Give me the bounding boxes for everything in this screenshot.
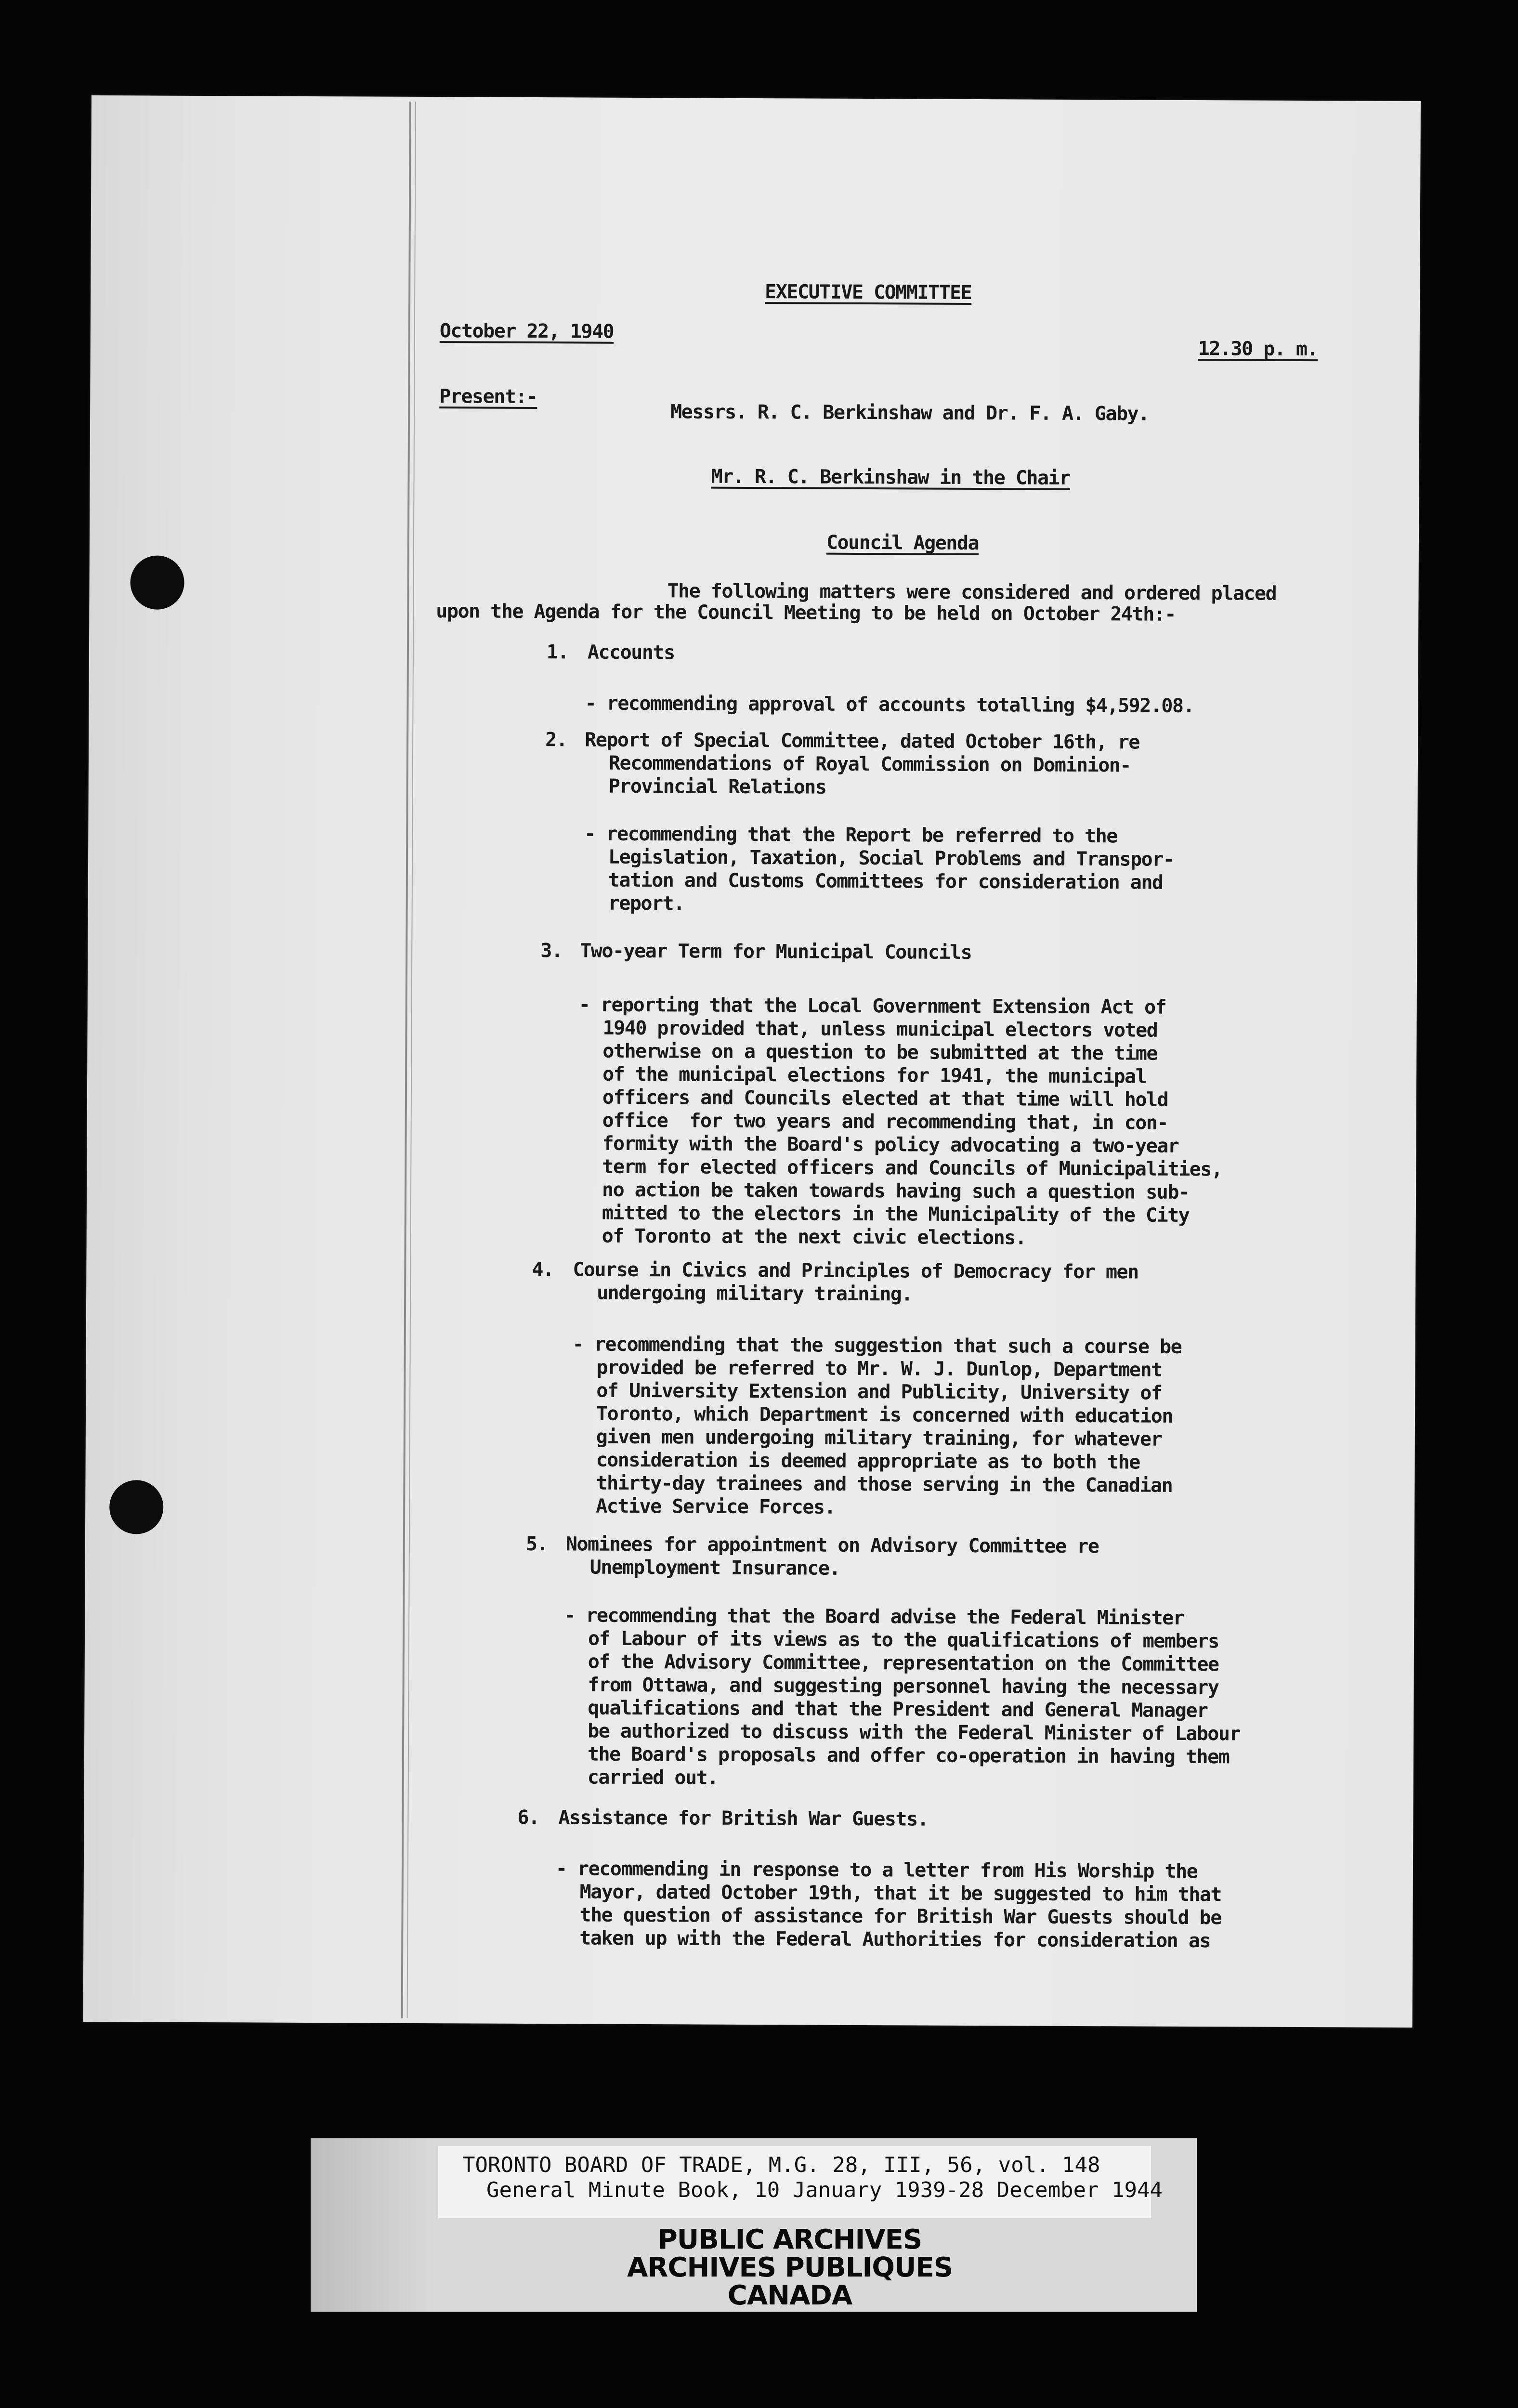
item-body-line: of the municipal elections for 1941, the municipal (602, 1063, 1147, 1088)
item-body-line: thirty-day trainees and those serving in the Canadian (596, 1472, 1173, 1497)
intro-line: upon the Agenda for the Council Meeting to be held on October 24th:- (436, 600, 1176, 626)
item-body-line: term for elected officers and Councils of Municipalities, (602, 1155, 1222, 1181)
item-body-line: formity with the Board's policy advocating a two-year (602, 1132, 1179, 1157)
item-body-line: office for two years and recommending that, in con- (602, 1109, 1168, 1134)
item-title: Assistance for British War Guests. (558, 1806, 929, 1831)
item-body-line: of Toronto at the next civic elections. (602, 1225, 1026, 1249)
item-number: 4. (532, 1258, 554, 1281)
item-body (555, 1857, 1221, 1952)
item-title-line: Course in Civics and Principles of Democracy for men (573, 1258, 1138, 1283)
item-body-line: of Labour of its views as to the qualifications of members (588, 1627, 1219, 1653)
item-title (585, 728, 1139, 800)
item-body-line: officers and Councils elected at that time will hold (602, 1086, 1168, 1111)
item-title-line: Provincial Relations (608, 775, 826, 798)
item-body (572, 1333, 1181, 1520)
item-number: 2. (545, 729, 567, 751)
archive-citation-line1: TORONTO BOARD OF TRADE, M.G. 28, III, 56, vol. 148 (462, 2153, 1100, 2177)
item-body-line: no action be taken towards having such a question sub- (602, 1178, 1190, 1204)
item-body-line: - recommending that the Board advise the Federal Minister (564, 1604, 1184, 1629)
section-title: Council Agenda (826, 531, 979, 555)
item-body-line: the question of assistance for British War Guests should be (579, 1904, 1221, 1929)
punch-hole-icon (130, 555, 184, 609)
item-title-line: undergoing military training. (597, 1282, 913, 1306)
item-title: Accounts (587, 641, 675, 664)
item-body-line: of the Advisory Committee, representation on the Committee (588, 1650, 1219, 1676)
item-title (566, 1532, 1099, 1581)
label-shadow (311, 2138, 436, 2312)
item-title-line: Nominees for appointment on Advisory Committee re (565, 1533, 1099, 1558)
item-title-line: Recommendations of Royal Commission on Dominion- (608, 752, 1131, 777)
item-body-line: carried out. (587, 1766, 718, 1789)
item-body-line: - recommending in response to a letter from His Worship the (555, 1858, 1198, 1883)
item-body-line: the Board's proposals and offer co-operation in having them (587, 1743, 1230, 1768)
item-body-line: provided be referred to Mr. W. J. Dunlop, Department (596, 1356, 1162, 1381)
item-body-line: 1940 provided that, unless municipal electors voted (602, 1017, 1158, 1042)
item-body-line: Legislation, Taxation, Social Problems and Transpor- (608, 846, 1174, 871)
item-body (578, 993, 1223, 1250)
archive-citation-line2: General Minute Book, 10 January 1939-28 December 1944 (486, 2178, 1163, 2202)
item-title: Two-year Term for Municipal Councils (580, 940, 972, 964)
item-body-line: - recommending that the Report be referred to the (584, 823, 1117, 848)
item-body-line: mitted to the electors in the Municipality of the City (602, 1202, 1190, 1227)
item-body-line: tation and Customs Committees for consideration and (608, 869, 1163, 894)
chair-line: Mr. R. C. Berkinshaw in the Chair (711, 465, 1070, 489)
margin-rule (401, 102, 411, 2018)
item-body-line: Active Service Forces. (596, 1495, 836, 1518)
item-body-line: of University Extension and Publicity, University of (596, 1379, 1162, 1404)
item-body-line: consideration is deemed appropriate as to both the (596, 1449, 1140, 1474)
item-body (563, 1604, 1241, 1792)
item-body-line: taken up with the Federal Authorities for consideration as (579, 1927, 1211, 1952)
item-title-line: Unemployment Insurance. (589, 1556, 840, 1580)
item-number: 3. (540, 940, 563, 962)
meeting-date: October 22, 1940 (439, 320, 614, 343)
item-body: - recommending approval of accounts totalling $4,592.08. (585, 692, 1194, 717)
item-body-line: given men undergoing military training, for whatever (596, 1426, 1162, 1451)
item-number: 1. (546, 641, 569, 664)
item-number: 6. (517, 1806, 539, 1829)
item-title (573, 1258, 1138, 1307)
item-body-line: Mayor, dated October 19th, that it be suggested to him that (579, 1881, 1222, 1906)
item-body-line: be authorized to discuss with the Federal Minister of Labour (588, 1720, 1241, 1745)
item-body-line: report. (608, 892, 684, 915)
committee-title: EXECUTIVE COMMITTEE (765, 281, 972, 304)
present-names: Messrs. R. C. Berkinshaw and Dr. F. A. Gaby. (670, 401, 1149, 425)
present-label: Present:- (439, 385, 537, 408)
item-body (584, 822, 1174, 917)
punch-hole-icon (109, 1480, 163, 1534)
item-body-line: Toronto, which Department is concerned with education (596, 1402, 1173, 1427)
intro-line: The following matters were considered and ordered placed (667, 580, 1277, 605)
item-title-line: Report of Special Committee, dated October 16th, re (585, 729, 1139, 754)
item-body-line: otherwise on a question to be submitted at the time (602, 1040, 1158, 1065)
archive-stamp-line: PUBLIC ARCHIVES (657, 2224, 922, 2255)
archive-stamp-line: ARCHIVES PUBLIQUES (627, 2252, 953, 2283)
archive-stamp-line: CANADA (727, 2280, 852, 2311)
item-body-line: - reporting that the Local Government Extension Act of (578, 994, 1166, 1019)
meeting-time: 12.30 p. m. (1198, 338, 1318, 361)
item-number: 5. (525, 1532, 548, 1556)
item-body-line: - recommending that the suggestion that such a course be (572, 1333, 1182, 1358)
item-body-line: from Ottawa, and suggesting personnel having the necessary (588, 1674, 1219, 1699)
item-body-line: qualifications and that the President and General Manager (588, 1697, 1208, 1722)
document-page (83, 95, 1421, 2028)
